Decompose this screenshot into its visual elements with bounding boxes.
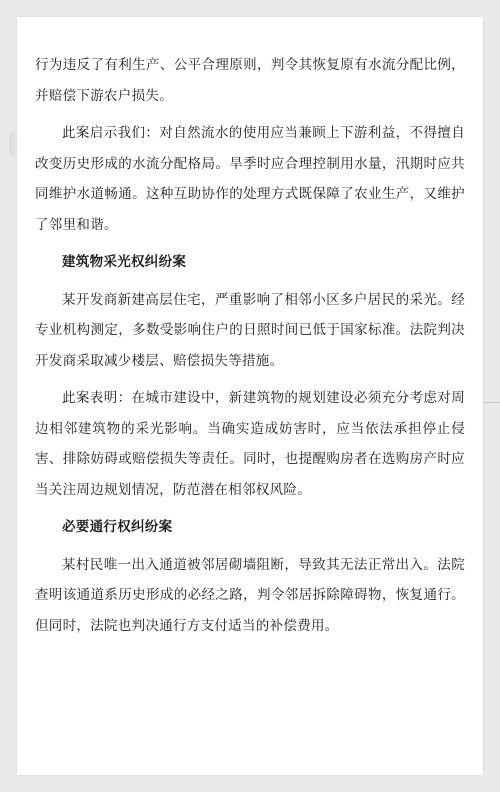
document-body (35, 50, 465, 648)
paragraph-water-lesson: 此案启示我们：对自然流水的使用应当兼顾上下游利益，不得擅自改变历史形成的水流分配格局。旱季时应合理控制用水量，汛期时应共同维护水道畅通。这种互助协作的处理方式既保障了农业生产，又维护了邻里和谐。 (35, 125, 465, 233)
page-edge-divider (483, 402, 500, 403)
heading-daylight-case: 建筑物采光权纠纷案 (62, 254, 187, 270)
heading-passage-case: 必要通行权纠纷案 (62, 519, 173, 535)
paragraph-passage-facts: 某村民唯一出入通道被邻居砌墙阻断，导致其无法正常出入。法院查明该通道系历史形成的必经之路，判令邻居拆除障碍物，恢复通行。但同时，法院也判决通行方支付适当的补偿费用。 (35, 556, 465, 634)
paragraph-water-ruling: 行为违反了有利生产、公平合理原则，判令其恢复原有水流分配比例，并赔偿下游农户损失。 (35, 57, 465, 104)
paragraph-daylight-lesson: 此案表明：在城市建设中，新建筑物的规划建设必须充分考虑对周边相邻建筑物的采光影响。当确实造成妨害时，应当依法承担停止侵害、排除妨碍或赔偿损失等责任。同时，也提醒购房者在选购房产时应当关注周边规划情况，防范潜在相邻权风险。 (35, 390, 465, 498)
document-page (17, 17, 483, 775)
paragraph-daylight-facts: 某开发商新建高层住宅，严重影响了相邻小区多户居民的采光。经专业机构测定，多数受影响住户的日照时间已低于国家标准。法院判决开发商采取减少楼层、赔偿损失等措施。 (35, 291, 465, 369)
